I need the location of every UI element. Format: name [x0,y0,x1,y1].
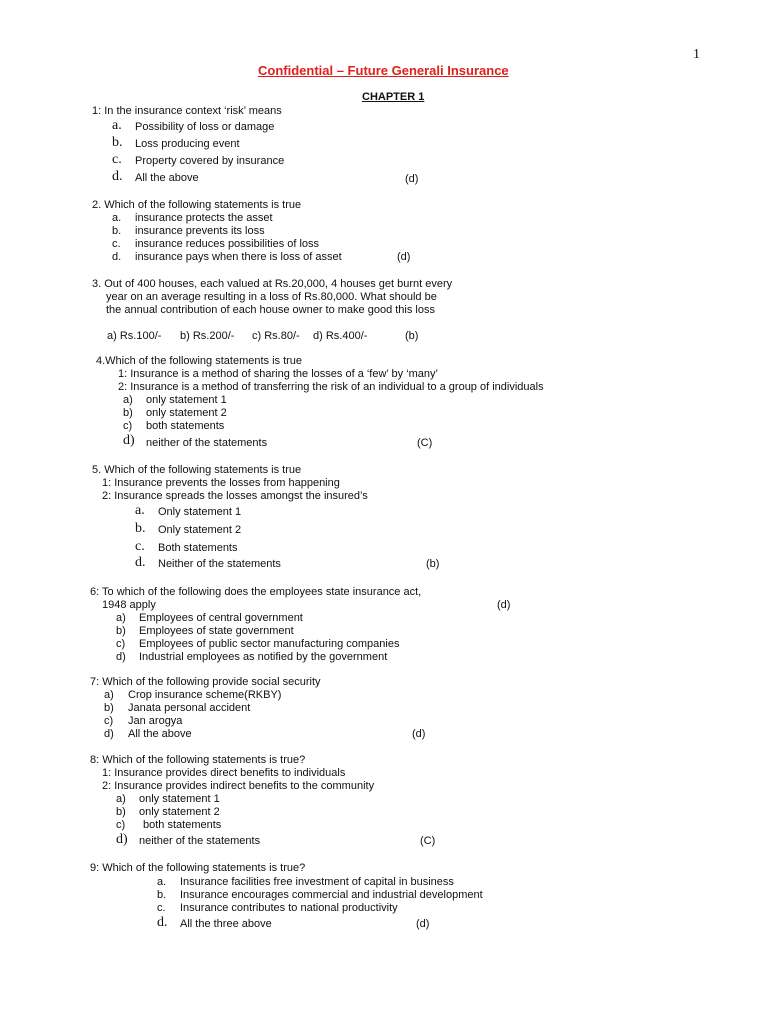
option-text: b) Rs.200/- [180,330,235,342]
option-text: only statement 2 [146,407,227,419]
option-marker: a. [112,118,122,133]
option-marker: c) [116,819,126,831]
answer-key: (C) [417,437,433,449]
answer-key: (d) [412,728,426,740]
option-marker: b. [157,889,167,901]
option-marker: a. [157,876,167,888]
question-text: 3. Out of 400 houses, each valued at Rs.20,000, 4 houses get burnt every [92,278,453,290]
option-text: Crop insurance scheme(RKBY) [128,689,282,701]
statement-text: 1: Insurance provides direct benefits to individuals [102,767,346,779]
option-text: Employees of central government [139,612,303,624]
option-marker: a) [116,612,126,624]
answer-key: (d) [397,251,411,263]
option-text: Employees of public sector manufacturing companies [139,638,400,650]
statement-text: 2: Insurance provides indirect benefits to the community [102,780,375,792]
option-text: All the three above [180,918,272,930]
question-text: year on an average resulting in a loss of Rs.80,000. What should be [106,291,437,303]
option-text: only statement 2 [139,806,220,818]
option-marker: d) [116,832,128,847]
option-text: Janata personal accident [128,702,251,714]
option-marker: b) [116,625,126,637]
answer-key: (d) [405,173,419,185]
option-text: insurance reduces possibilities of loss [135,238,320,250]
option-text: Possibility of loss or damage [135,121,275,133]
page-title: Confidential – Future Generali Insurance [258,63,509,78]
option-text: Property covered by insurance [135,155,285,167]
option-text: Employees of state government [139,625,294,637]
question-text: 4.Which of the following statements is true [96,355,303,367]
option-text: insurance prevents its loss [135,225,265,237]
option-marker: b. [135,521,146,536]
question-text: 8: Which of the following statements is true? [90,754,306,766]
page-number: 1 [693,47,700,62]
option-text: neither of the statements [146,437,268,449]
option-marker: d) [116,651,126,663]
option-marker: b. [112,225,122,237]
option-marker: a) [123,394,133,406]
option-marker: c) [116,638,126,650]
question-text: 1948 apply [102,599,156,611]
option-marker: d. [112,251,122,263]
option-marker: d) [104,728,114,740]
option-text: insurance pays when there is loss of asset [135,251,342,263]
option-text: d) Rs.400/- [313,330,368,342]
option-marker: d) [123,433,135,448]
option-text: Industrial employees as notified by the government [139,651,388,663]
option-marker: c) [104,715,114,727]
answer-key: (d) [416,918,430,930]
question-text: the annual contribution of each house owner to make good this loss [106,304,435,316]
answer-key: (d) [497,599,511,611]
option-text: both statements [143,819,222,831]
option-marker: d. [135,555,146,570]
option-marker: b) [123,407,133,419]
statement-text: 1: Insurance prevents the losses from happening [102,477,340,489]
option-marker: a) [104,689,114,701]
answer-key: (C) [420,835,436,847]
statement-text: 2: Insurance spreads the losses amongst the insured’s [102,490,368,502]
option-marker: b) [104,702,114,714]
question-text: 7: Which of the following provide social security [90,676,321,688]
option-marker: a. [112,212,122,224]
question-text: 6: To which of the following does the employees state insurance act, [90,586,422,598]
option-text: Only statement 1 [158,506,242,518]
option-marker: d. [112,169,123,184]
option-text: Both statements [158,542,238,554]
question-text: 9: Which of the following statements is true? [90,862,306,874]
option-marker: a. [135,503,145,518]
option-text: insurance protects the asset [135,212,273,224]
answer-key: (b) [405,330,419,342]
option-marker: a) [116,793,126,805]
option-text: both statements [146,420,225,432]
option-text: Insurance encourages commercial and industrial development [180,889,483,901]
option-text: neither of the statements [139,835,261,847]
statement-text: 1: Insurance is a method of sharing the losses of a ‘few’ by ‘many’ [118,368,438,380]
statement-text: 2: Insurance is a method of transferring the risk of an individual to a group of individuals [118,381,544,393]
option-text: Loss producing event [135,138,240,150]
option-marker: c. [112,152,122,167]
option-text: Neither of the statements [158,558,281,570]
option-text: only statement 1 [146,394,227,406]
option-marker: b) [116,806,126,818]
option-text: Insurance contributes to national productivity [180,902,398,914]
option-text: c) Rs.80/- [252,330,300,342]
answer-key: (b) [426,558,440,570]
question-text: 1: In the insurance context ‘risk’ means [92,105,282,117]
option-marker: c) [123,420,133,432]
option-text: Jan arogya [128,715,183,727]
question-text: 5. Which of the following statements is true [92,464,302,476]
chapter-heading: CHAPTER 1 [362,91,425,103]
option-text: Insurance facilities free investment of capital in business [180,876,454,888]
option-marker: b. [112,135,123,150]
option-marker: c. [112,238,121,250]
question-text: 2. Which of the following statements is true [92,199,302,211]
option-marker: c. [157,902,166,914]
option-text: Only statement 2 [158,524,242,536]
option-marker: d. [157,915,168,930]
option-text: only statement 1 [139,793,220,805]
option-text: All the above [135,172,199,184]
option-text: a) Rs.100/- [107,330,162,342]
option-marker: c. [135,539,145,554]
option-text: All the above [128,728,192,740]
